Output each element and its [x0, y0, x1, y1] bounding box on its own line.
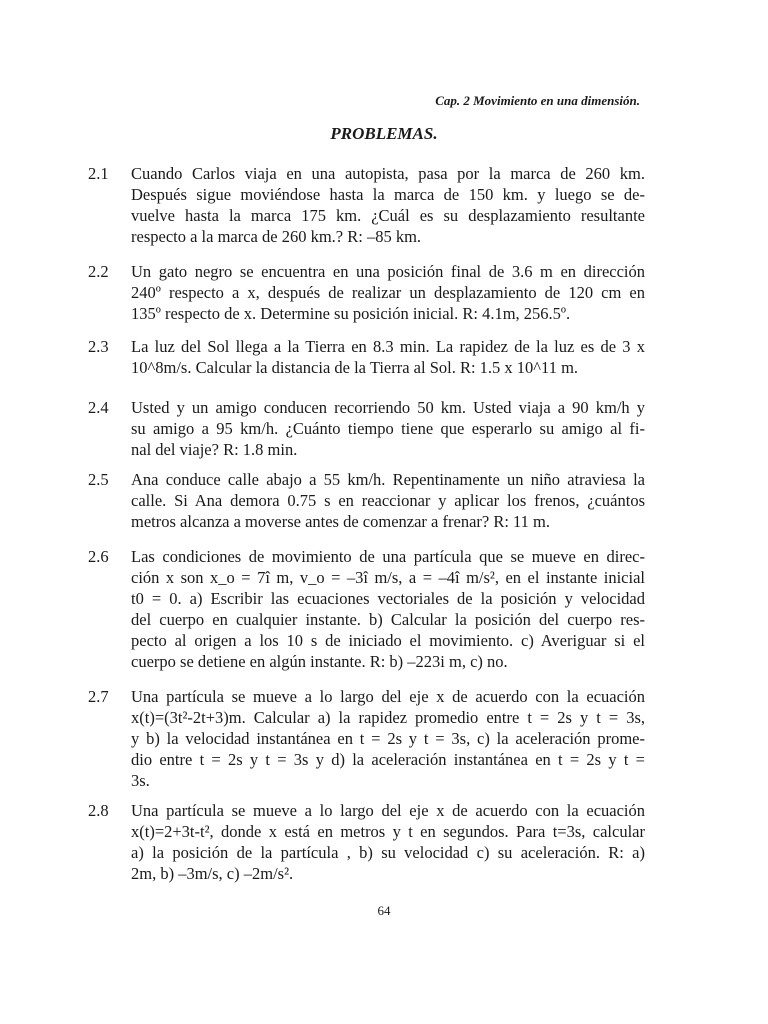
problem-line: 3s.: [131, 771, 150, 790]
problem-number: 2.7: [88, 687, 109, 706]
problem-number: 2.8: [88, 801, 109, 820]
problem-line: 240º respecto a x, después de realizar un desplazamiento de 120 cm en: [131, 283, 645, 302]
problem-line: x(t)=2+3t-t², donde x está en metros y t en segundos. Para t=3s, calcular: [131, 822, 645, 841]
problem-line: x(t)=(3t²-2t+3)m. Calcular a) la rapidez promedio entre t = 2s y t = 3s,: [131, 708, 645, 727]
problem-text: [131, 546, 645, 672]
problem-line: La luz del Sol llega a la Tierra en 8.3 min. La rapidez de la luz es de 3 x: [131, 337, 645, 356]
problem-number: 2.4: [88, 398, 109, 417]
problem-line: vuelve hasta la marca 175 km. ¿Cuál es su desplazamiento resultante: [131, 206, 645, 225]
problem-text: [131, 469, 645, 532]
problem-line: a) la posición de la partícula , b) su velocidad c) su aceleración. R: a): [131, 843, 645, 862]
problem-line: ción x son x_o = 7î m, v_o = –3î m/s, a = –4î m/s², en el instante inicial: [131, 568, 645, 587]
problem-line: pecto al origen a los 10 s de iniciado el movimiento. c) Averiguar si el: [131, 631, 645, 650]
problem-line: Después sigue moviéndose hasta la marca de 150 km. y luego se de-: [131, 185, 645, 204]
problem-line: dio entre t = 2s y t = 3s y d) la aceleración instantánea en t = 2s y t =: [131, 750, 645, 769]
problem-number: 2.5: [88, 470, 109, 489]
problem-line: respecto a la marca de 260 km.? R: –85 km.: [131, 227, 422, 246]
problem-text: [131, 163, 645, 247]
problem-line: t0 = 0. a) Escribir las ecuaciones vectoriales de la posición y velocidad: [131, 589, 645, 608]
problem-line: 2m, b) –3m/s, c) –2m/s².: [131, 864, 294, 883]
problem-text: [131, 336, 645, 378]
section-title: PROBLEMAS.: [330, 124, 438, 143]
problem-line: 10^8m/s. Calcular la distancia de la Tierra al Sol. R: 1.5 x 10^11 m.: [131, 358, 579, 377]
problem-number: 2.1: [88, 164, 109, 183]
problem-line: metros alcanza a moverse antes de comenzar a frenar? R: 11 m.: [131, 512, 551, 531]
problem-line: del cuerpo en cualquier instante. b) Calcular la posición del cuerpo res-: [131, 610, 645, 629]
problem-line: su amigo a 95 km/h. ¿Cuánto tiempo tiene que esperarlo su amigo al fi-: [131, 419, 645, 438]
problem-line: Las condiciones de movimiento de una partícula que se mueve en direc-: [131, 547, 645, 566]
problem-text: [131, 800, 645, 884]
problem-line: y b) la velocidad instantánea en t = 2s y t = 3s, c) la aceleración prome-: [131, 729, 645, 748]
problem-line: Usted y un amigo conducen recorriendo 50 km. Usted viaja a 90 km/h y: [131, 398, 645, 417]
chapter-header: Cap. 2 Movimiento en una dimensión.: [435, 93, 640, 108]
problem-line: nal del viaje? R: 1.8 min.: [131, 440, 298, 459]
problem-number: 2.3: [88, 337, 109, 356]
problem-text: [131, 686, 645, 791]
problem-line: cuerpo se detiene en algún instante. R: b) –223i m, c) no.: [131, 652, 508, 671]
problem-line: 135º respecto de x. Determine su posición inicial. R: 4.1m, 256.5º.: [131, 304, 571, 323]
problem-line: Un gato negro se encuentra en una posición final de 3.6 m en dirección: [131, 262, 645, 281]
problem-line: Una partícula se mueve a lo largo del eje x de acuerdo con la ecuación: [131, 801, 645, 820]
problem-line: calle. Si Ana demora 0.75 s en reaccionar y aplicar los frenos, ¿cuántos: [131, 491, 645, 510]
problem-text: [131, 261, 645, 324]
problem-line: Ana conduce calle abajo a 55 km/h. Repentinamente un niño atraviesa la: [131, 470, 645, 489]
page-number: 64: [377, 903, 391, 918]
problem-number: 2.2: [88, 262, 109, 281]
problem-number: 2.6: [88, 547, 109, 566]
problem-line: Una partícula se mueve a lo largo del eje x de acuerdo con la ecuación: [131, 687, 645, 706]
problem-text: [131, 397, 645, 460]
problem-line: Cuando Carlos viaja en una autopista, pasa por la marca de 260 km.: [131, 164, 645, 183]
